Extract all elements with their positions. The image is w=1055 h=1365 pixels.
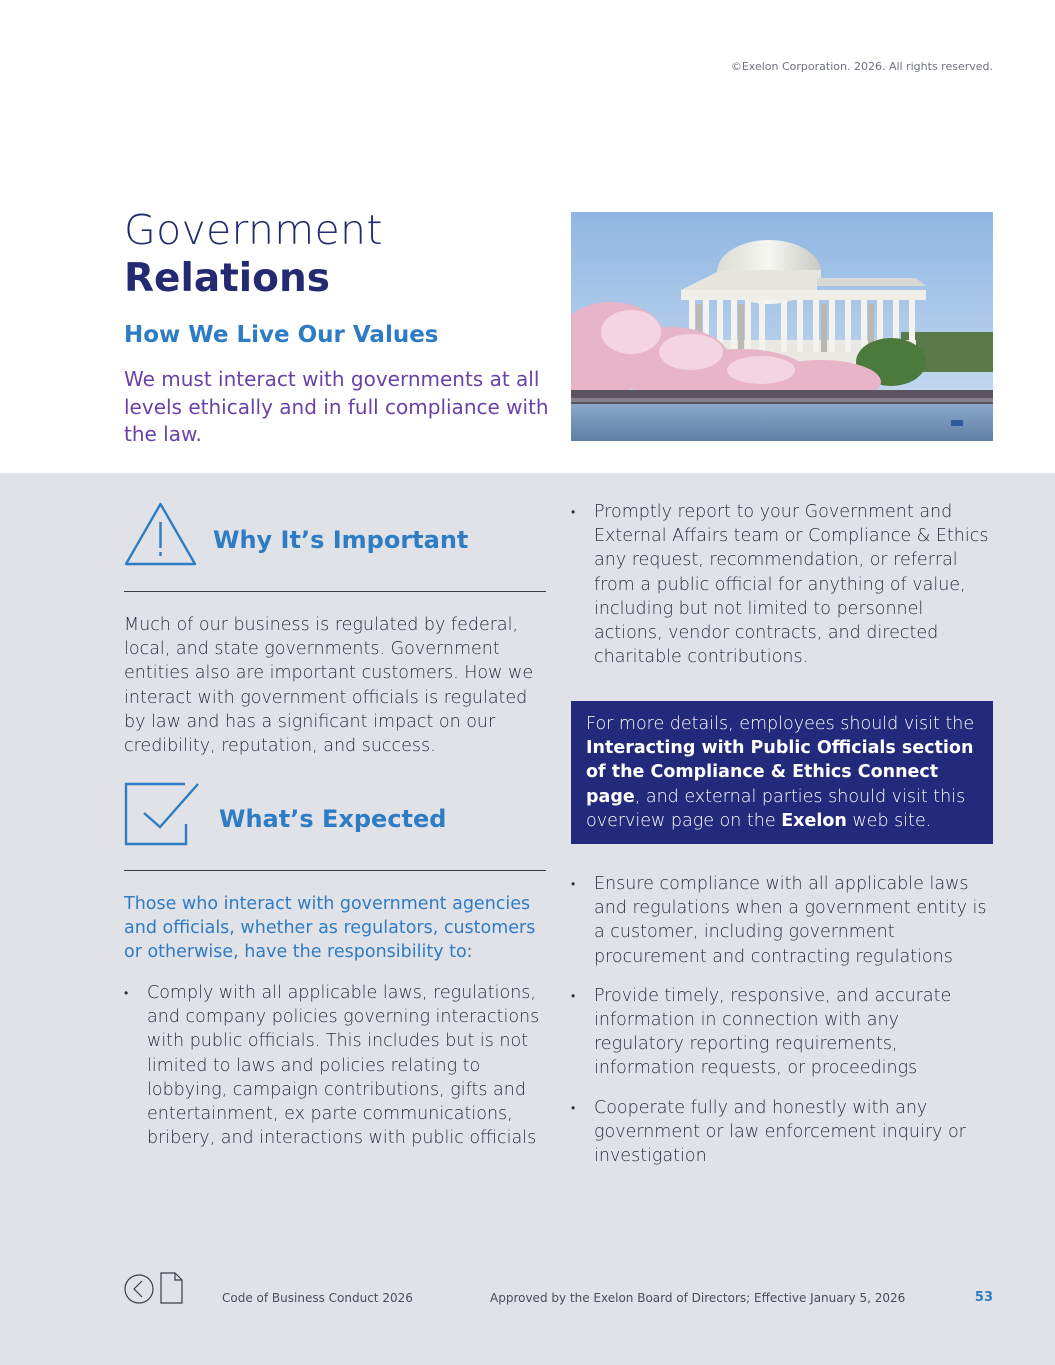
page-title-light: Government bbox=[124, 206, 383, 254]
callout-text: web site. bbox=[846, 810, 932, 831]
expected-lead: Those who interact with government agencies and officials, whether as regulators, customers or otherwise, have the responsibility to: bbox=[124, 894, 536, 963]
back-arrow-icon[interactable] bbox=[124, 1273, 156, 1305]
exelon-link[interactable]: Exelon bbox=[781, 810, 847, 831]
list-item: • Provide timely, responsive, and accurate information in connection with any regulatory reporting requirements, information requests, or proceedings bbox=[571, 984, 993, 1081]
bullets-left bbox=[124, 981, 549, 1150]
values-intro: We must interact with governments at all levels ethically and in full compliance with the law. bbox=[124, 367, 549, 446]
warning-icon bbox=[124, 502, 197, 566]
list-item: • Cooperate fully and honestly with any government or law enforcement inquiry or investigation bbox=[571, 1096, 993, 1169]
list-item: • Comply with all applicable laws, regulations, and company policies governing interactions with public officials. This includes but is not limited to laws and policies relating to lobbying, campaign contributions, gifts and entertainment, ex parte communications, bribery, and interactions with public officials bbox=[124, 981, 549, 1150]
why-divider bbox=[124, 591, 546, 592]
list-item: • Ensure compliance with all applicable laws and regulations when a government entity is a customer, including government procurement and contracting regulations bbox=[571, 872, 993, 969]
public-officials-link[interactable]: Interacting with Public Officials section of the Compliance & Ethics Connect page bbox=[586, 738, 974, 807]
list-item: • Promptly report to your Government and External Affairs team or Compliance & Ethics any request, recommendation, or referral from a public official for anything of value, including but not limited to personnel actions, vendor contracts, and directed charitable contributions. bbox=[571, 500, 993, 669]
callout-text: , and external parties should visit this overview page on the bbox=[586, 786, 966, 831]
why-heading: Why It’s Important bbox=[213, 526, 469, 554]
copyright-notice: ©Exelon Corporation. 2026. All rights reserved. bbox=[730, 60, 993, 73]
footer-approval: Approved by the Exelon Board of Directors; Effective January 5, 2026 bbox=[490, 1291, 906, 1305]
bullets-right-bottom bbox=[571, 872, 993, 1168]
expected-heading: What’s Expected bbox=[219, 805, 447, 833]
bullets-right-top bbox=[571, 500, 993, 669]
page-number: 53 bbox=[974, 1290, 993, 1305]
checkbox-icon bbox=[124, 782, 200, 846]
callout-text: For more details, employees should visit the bbox=[586, 714, 975, 734]
details-callout bbox=[571, 701, 993, 844]
footer-doc-title: Code of Business Conduct 2026 bbox=[222, 1291, 413, 1305]
why-body: Much of our business is regulated by federal, local, and state governments. Government entities also are important customers. How we interact with government officials is regulated by law and has a significant impact on our credibility, reputation, and success. bbox=[124, 615, 534, 757]
document-icon[interactable] bbox=[159, 1272, 185, 1304]
page-title-bold: Relations bbox=[124, 256, 330, 301]
values-heading: How We Live Our Values bbox=[124, 322, 439, 348]
memorial-photo bbox=[571, 212, 993, 441]
expected-divider bbox=[124, 870, 546, 871]
